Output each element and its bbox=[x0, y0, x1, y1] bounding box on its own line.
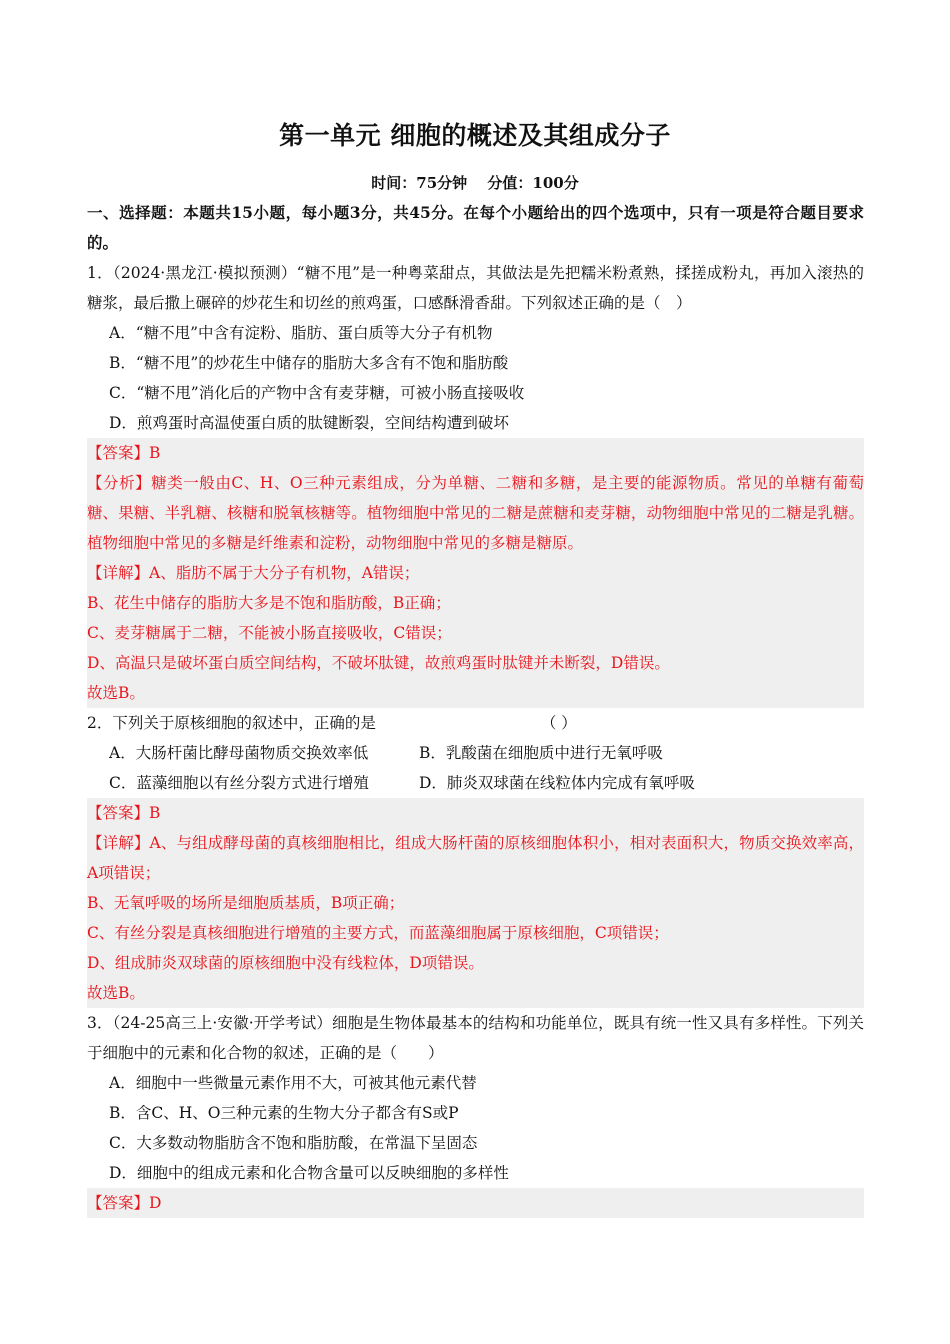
page-title: 第一单元 细胞的概述及其组成分子 bbox=[279, 121, 671, 150]
question-3-option-b: B．含C、H、O三种元素的生物大分子都含有S或P bbox=[109, 1104, 459, 1122]
question-1-answer: 【答案】B bbox=[87, 444, 161, 462]
question-2-detail-line: D、组成肺炎双球菌的原核细胞中没有线粒体，D项错误。 bbox=[87, 954, 484, 972]
question-1-option-b: B．“糖不甩”的炒花生中储存的脂肪大多含有不饱和脂肪酸 bbox=[109, 354, 509, 372]
question-1-detail-line: B、花生中储存的脂肪大多是不饱和脂肪酸，B正确； bbox=[87, 594, 451, 612]
question-1-stem: 1．（2024·黑龙江·模拟预测）“糖不甩”是一种粤菜甜点，其做法是先把糯米粉煮熟，揉搓成粉丸，再加入滚热的糖浆，最后撒上碾碎的炒花生和切丝的煎鸡蛋，口感酥滑香甜。下列叙述正确的是（ ） bbox=[87, 264, 864, 312]
question-2-detail-line: 【详解】A、与组成酵母菌的真核细胞相比，组成大肠杆菌的原核细胞体积小，相对表面积大，物质交换效率高，A项错误； bbox=[87, 834, 864, 882]
exam-meta: 时间：75分钟 分值：100分 bbox=[371, 174, 579, 192]
question-1-conclusion: 故选B。 bbox=[87, 684, 145, 702]
question-3-option-d: D．细胞中的组成元素和化合物含量可以反映细胞的多样性 bbox=[109, 1164, 509, 1182]
question-3-option-c: C．大多数动物脂肪含不饱和脂肪酸，在常温下呈固态 bbox=[109, 1134, 478, 1152]
section-heading: 一、选择题：本题共15小题，每小题3分，共45分。在每个小题给出的四个选项中，只有一项是符合题目要求的。 bbox=[87, 203, 864, 252]
question-2-option-b: B．乳酸菌在细胞质中进行无氧呼吸 bbox=[419, 744, 663, 762]
question-2-blank: （ ） bbox=[540, 714, 577, 732]
question-3-option-a: A．细胞中一些微量元素作用不大，可被其他元素代替 bbox=[109, 1074, 477, 1092]
question-1-option-c: C．“糖不甩”消化后的产物中含有麦芽糖，可被小肠直接吸收 bbox=[109, 384, 525, 402]
question-1-option-a: A．“糖不甩”中含有淀粉、脂肪、蛋白质等大分子有机物 bbox=[109, 324, 493, 342]
exam-content bbox=[87, 198, 864, 1218]
question-2-solution bbox=[87, 798, 864, 1008]
question-2-answer: 【答案】B bbox=[87, 804, 161, 822]
question-1-option-d: D．煎鸡蛋时高温使蛋白质的肽键断裂，空间结构遭到破坏 bbox=[109, 414, 509, 432]
question-2-detail-line: C、有丝分裂是真核细胞进行增殖的主要方式，而蓝藻细胞属于原核细胞，C项错误； bbox=[87, 924, 669, 942]
question-2-option-d: D．肺炎双球菌在线粒体内完成有氧呼吸 bbox=[419, 774, 695, 792]
question-1-solution bbox=[87, 438, 864, 708]
question-2-stem bbox=[87, 708, 864, 738]
question-2-options-row bbox=[87, 738, 864, 768]
question-2-option-a: A．大肠杆菌比酵母菌物质交换效率低 bbox=[109, 744, 369, 762]
question-3-answer: 【答案】D bbox=[87, 1194, 162, 1212]
question-2-options-row bbox=[87, 768, 864, 798]
question-2-detail-line: B、无氧呼吸的场所是细胞质基质，B项正确； bbox=[87, 894, 405, 912]
question-2-option-c: C．蓝藻细胞以有丝分裂方式进行增殖 bbox=[109, 774, 369, 792]
question-1-detail-line: 【详解】A、脂肪不属于大分子有机物，A错误； bbox=[87, 564, 420, 582]
question-2-conclusion: 故选B。 bbox=[87, 984, 145, 1002]
question-1-analysis: 【分析】糖类一般由C、H、O三种元素组成，分为单糖、二糖和多糖，是主要的能源物质。常见的单糖有葡萄糖、果糖、半乳糖、核糖和脱氧核糖等。植物细胞中常见的二糖是蔗糖和麦芽糖，动物细胞中常见的二糖是乳糖。植物细胞中常见的多糖是纤维素和淀粉，动物细胞中常见的多糖是糖原。 bbox=[87, 474, 864, 552]
question-2-stem-text: 2．下列关于原核细胞的叙述中，正确的是 bbox=[87, 714, 376, 732]
question-1-detail-line: D、高温只是破坏蛋白质空间结构，不破坏肽键，故煎鸡蛋时肽键并未断裂，D错误。 bbox=[87, 654, 670, 672]
question-3-stem: 3．（24-25高三上·安徽·开学考试）细胞是生物体最基本的结构和功能单位，既具有统一性又具有多样性。下列关于细胞中的元素和化合物的叙述，正确的是（ ） bbox=[87, 1014, 864, 1062]
question-1-detail-line: C、麦芽糖属于二糖，不能被小肠直接吸收，C错误； bbox=[87, 624, 452, 642]
question-3-solution bbox=[87, 1188, 864, 1218]
